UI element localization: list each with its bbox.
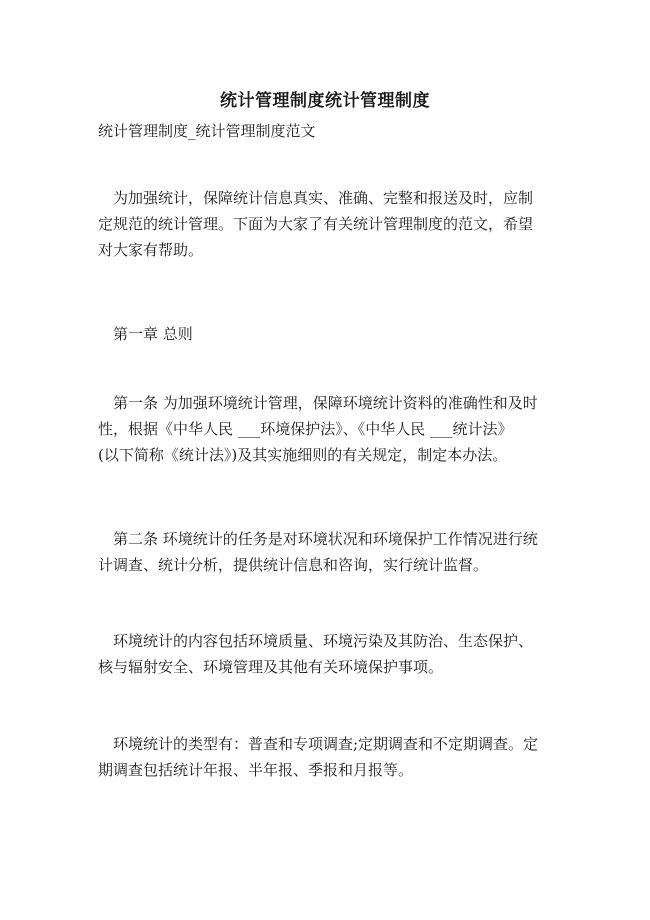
intro-paragraph xyxy=(98,185,558,263)
paragraph-line: 第一章 总则 xyxy=(113,325,193,343)
document-title: 统计管理制度统计管理制度 xyxy=(220,91,430,111)
paragraph-line: 第二条 环境统计的任务是对环境状况和环境保护工作情况进行统 xyxy=(113,530,538,548)
chapter-heading xyxy=(98,321,558,347)
paragraph-line: 核与辐射安全、环境管理及其他有关环境保护事项。 xyxy=(98,658,444,676)
paragraph-line: 为加强统计，保障统计信息真实、准确、完整和报送及时，应制 xyxy=(113,189,534,207)
paragraph-line: 对大家有帮助。 xyxy=(98,241,204,259)
paragraph-line: 环境统计的内容包括环境质量、环境污染及其防治、生态保护、 xyxy=(113,632,534,650)
paragraph-line: 期调查包括统计年报、半年报、季报和月报等。 xyxy=(98,761,414,779)
paragraph-line: (以下简称《统计法》)及其实施细则的有关规定，制定本办法。 xyxy=(98,446,508,464)
paragraph-line: 定规范的统计管理。下面为大家了有关统计管理制度的范文，希望 xyxy=(98,215,534,233)
article-1-paragraph xyxy=(98,390,558,468)
paragraph-line: 第一条 为加强环境统计管理，保障环境统计资料的准确性和及时 xyxy=(113,394,538,412)
content-paragraph xyxy=(98,628,558,680)
types-paragraph xyxy=(98,731,558,783)
document-subtitle: 统计管理制度_统计管理制度范文 xyxy=(98,122,316,140)
paragraph-line: 计调查、统计分析，提供统计信息和咨询，实行统计监督。 xyxy=(98,556,489,574)
paragraph-line: 环境统计的类型有：普查和专项调查;定期调查和不定期调查。定 xyxy=(113,735,539,753)
article-2-paragraph xyxy=(98,526,558,578)
paragraph-line: 性，根据《中华人民 ___环境保护法》、《中华人民 ___统计法》 xyxy=(98,420,513,438)
